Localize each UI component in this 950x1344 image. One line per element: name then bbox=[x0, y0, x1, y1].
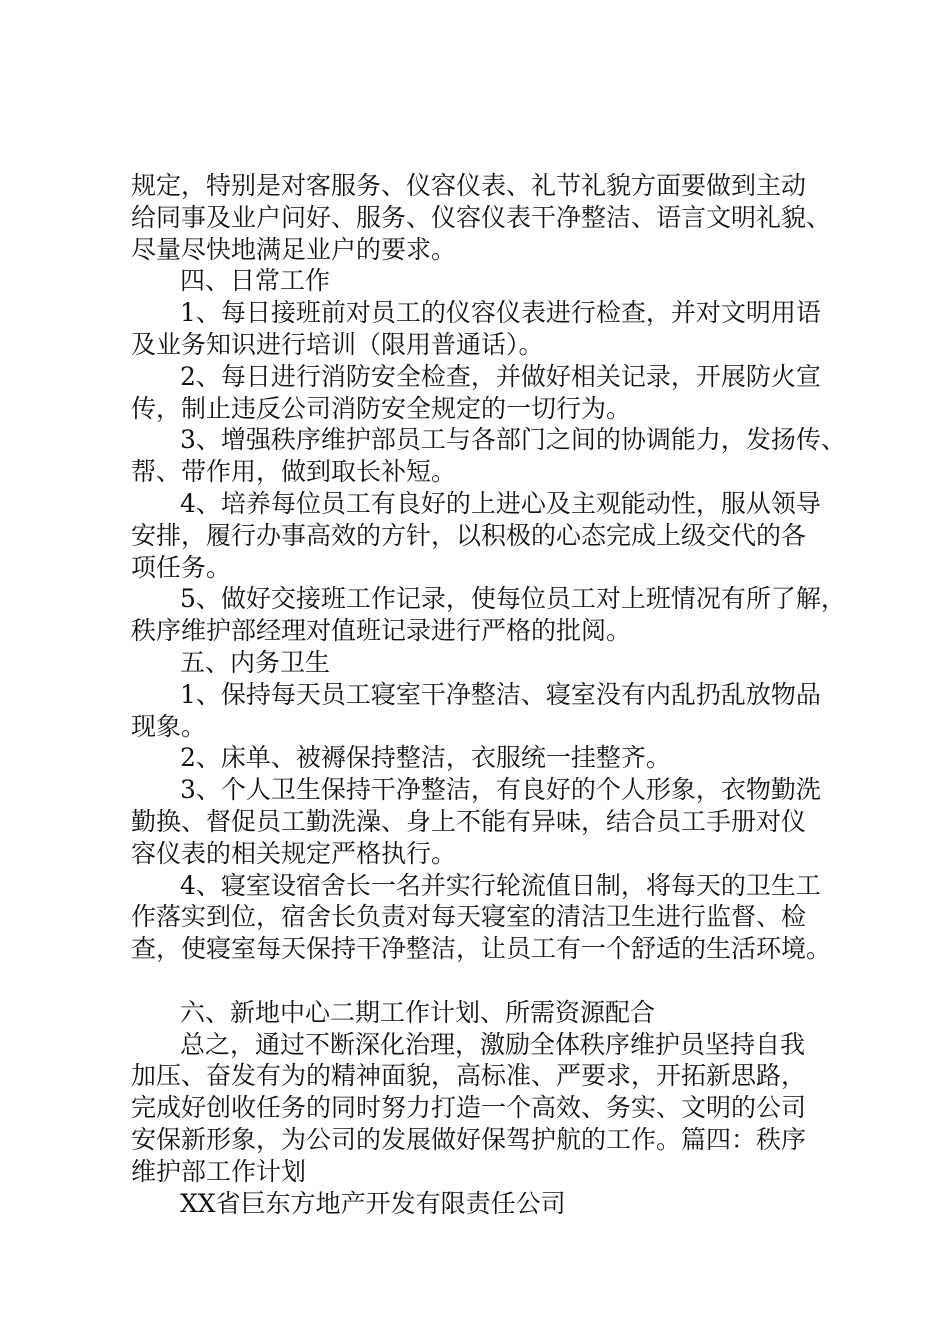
text-line: 总之，通过不断深化治理，激励全体秩序维护员坚持自我 bbox=[180, 1029, 806, 1059]
text-line: 六、新地中心二期工作计划、所需资源配合 bbox=[180, 997, 656, 1027]
text-line: 容仪表的相关规定严格执行。 bbox=[131, 838, 457, 868]
text-line: 五、内务卫生 bbox=[180, 647, 331, 677]
text-line: 2、床单、被褥保持整洁，衣服统一挂整齐。 bbox=[180, 743, 671, 773]
text-line: 加压、奋发有为的精神面貌，高标准、严要求，开拓新思路， bbox=[131, 1061, 807, 1091]
text-line: 安保新形象，为公司的发展做好保驾护航的工作。篇四：秩序 bbox=[131, 1124, 807, 1154]
text-line: 项任务。 bbox=[131, 552, 232, 582]
text-line: 1、保持每天员工寝室干净整洁、寝室没有内乱扔乱放物品 bbox=[180, 679, 821, 709]
text-line: 传，制止违反公司消防安全规定的一切行为。 bbox=[131, 393, 632, 423]
text-line: 4、寝室设宿舍长一名并实行轮流值日制，将每天的卫生工 bbox=[180, 870, 821, 900]
text-line: 及业务知识进行培训（限用普通话）。 bbox=[131, 329, 544, 359]
text-line: XX省巨东方地产开发有限责任公司 bbox=[180, 1188, 566, 1218]
paragraph-gap bbox=[131, 965, 851, 997]
text-line: 3、个人卫生保持干净整洁，有良好的个人形象，衣物勤洗 bbox=[180, 775, 821, 805]
text-line: 给同事及业户问好、服务、仪容仪表干净整洁、语言文明礼貌、 bbox=[131, 202, 832, 232]
text-line: 1、每日接班前对员工的仪容仪表进行检查，并对文明用语 bbox=[180, 298, 821, 328]
text-line: 3、增强秩序维护部员工与各部门之间的协调能力，发扬传、 bbox=[180, 425, 846, 455]
text-line: 完成好创收任务的同时努力打造一个高效、务实、文明的公司 bbox=[131, 1093, 807, 1123]
text-line: 四、日常工作 bbox=[180, 266, 331, 296]
text-line: 秩序维护部经理对值班记录进行严格的批阅。 bbox=[131, 616, 632, 646]
text-line: 现象。 bbox=[131, 711, 207, 741]
text-line: 安排，履行办事高效的方针，以积极的心态完成上级交代的各 bbox=[131, 520, 807, 550]
document-body bbox=[131, 170, 851, 1219]
text-line: 帮、带作用，做到取长补短。 bbox=[131, 457, 457, 487]
text-line: 4、培养每位员工有良好的上进心及主观能动性，服从领导 bbox=[180, 488, 821, 518]
text-line: 5、做好交接班工作记录，使每位员工对上班情况有所了解， bbox=[180, 584, 846, 614]
text-line: 查，使寝室每天保持干净整洁，让员工有一个舒适的生活环境。 bbox=[131, 934, 832, 964]
text-line: 勤换、督促员工勤洗澡、身上不能有异味，结合员工手册对仪 bbox=[131, 806, 807, 836]
text-line: 2、每日进行消防安全检查，并做好相关记录，开展防火宣 bbox=[180, 361, 821, 391]
text-line: 维护部工作计划 bbox=[131, 1156, 307, 1186]
text-line: 尽量尽快地满足业户的要求。 bbox=[131, 234, 457, 264]
text-line: 作落实到位，宿舍长负责对每天寝室的清洁卫生进行监督、检 bbox=[131, 902, 807, 932]
text-line: 规定，特别是对客服务、仪容仪表、礼节礼貌方面要做到主动 bbox=[131, 171, 807, 200]
